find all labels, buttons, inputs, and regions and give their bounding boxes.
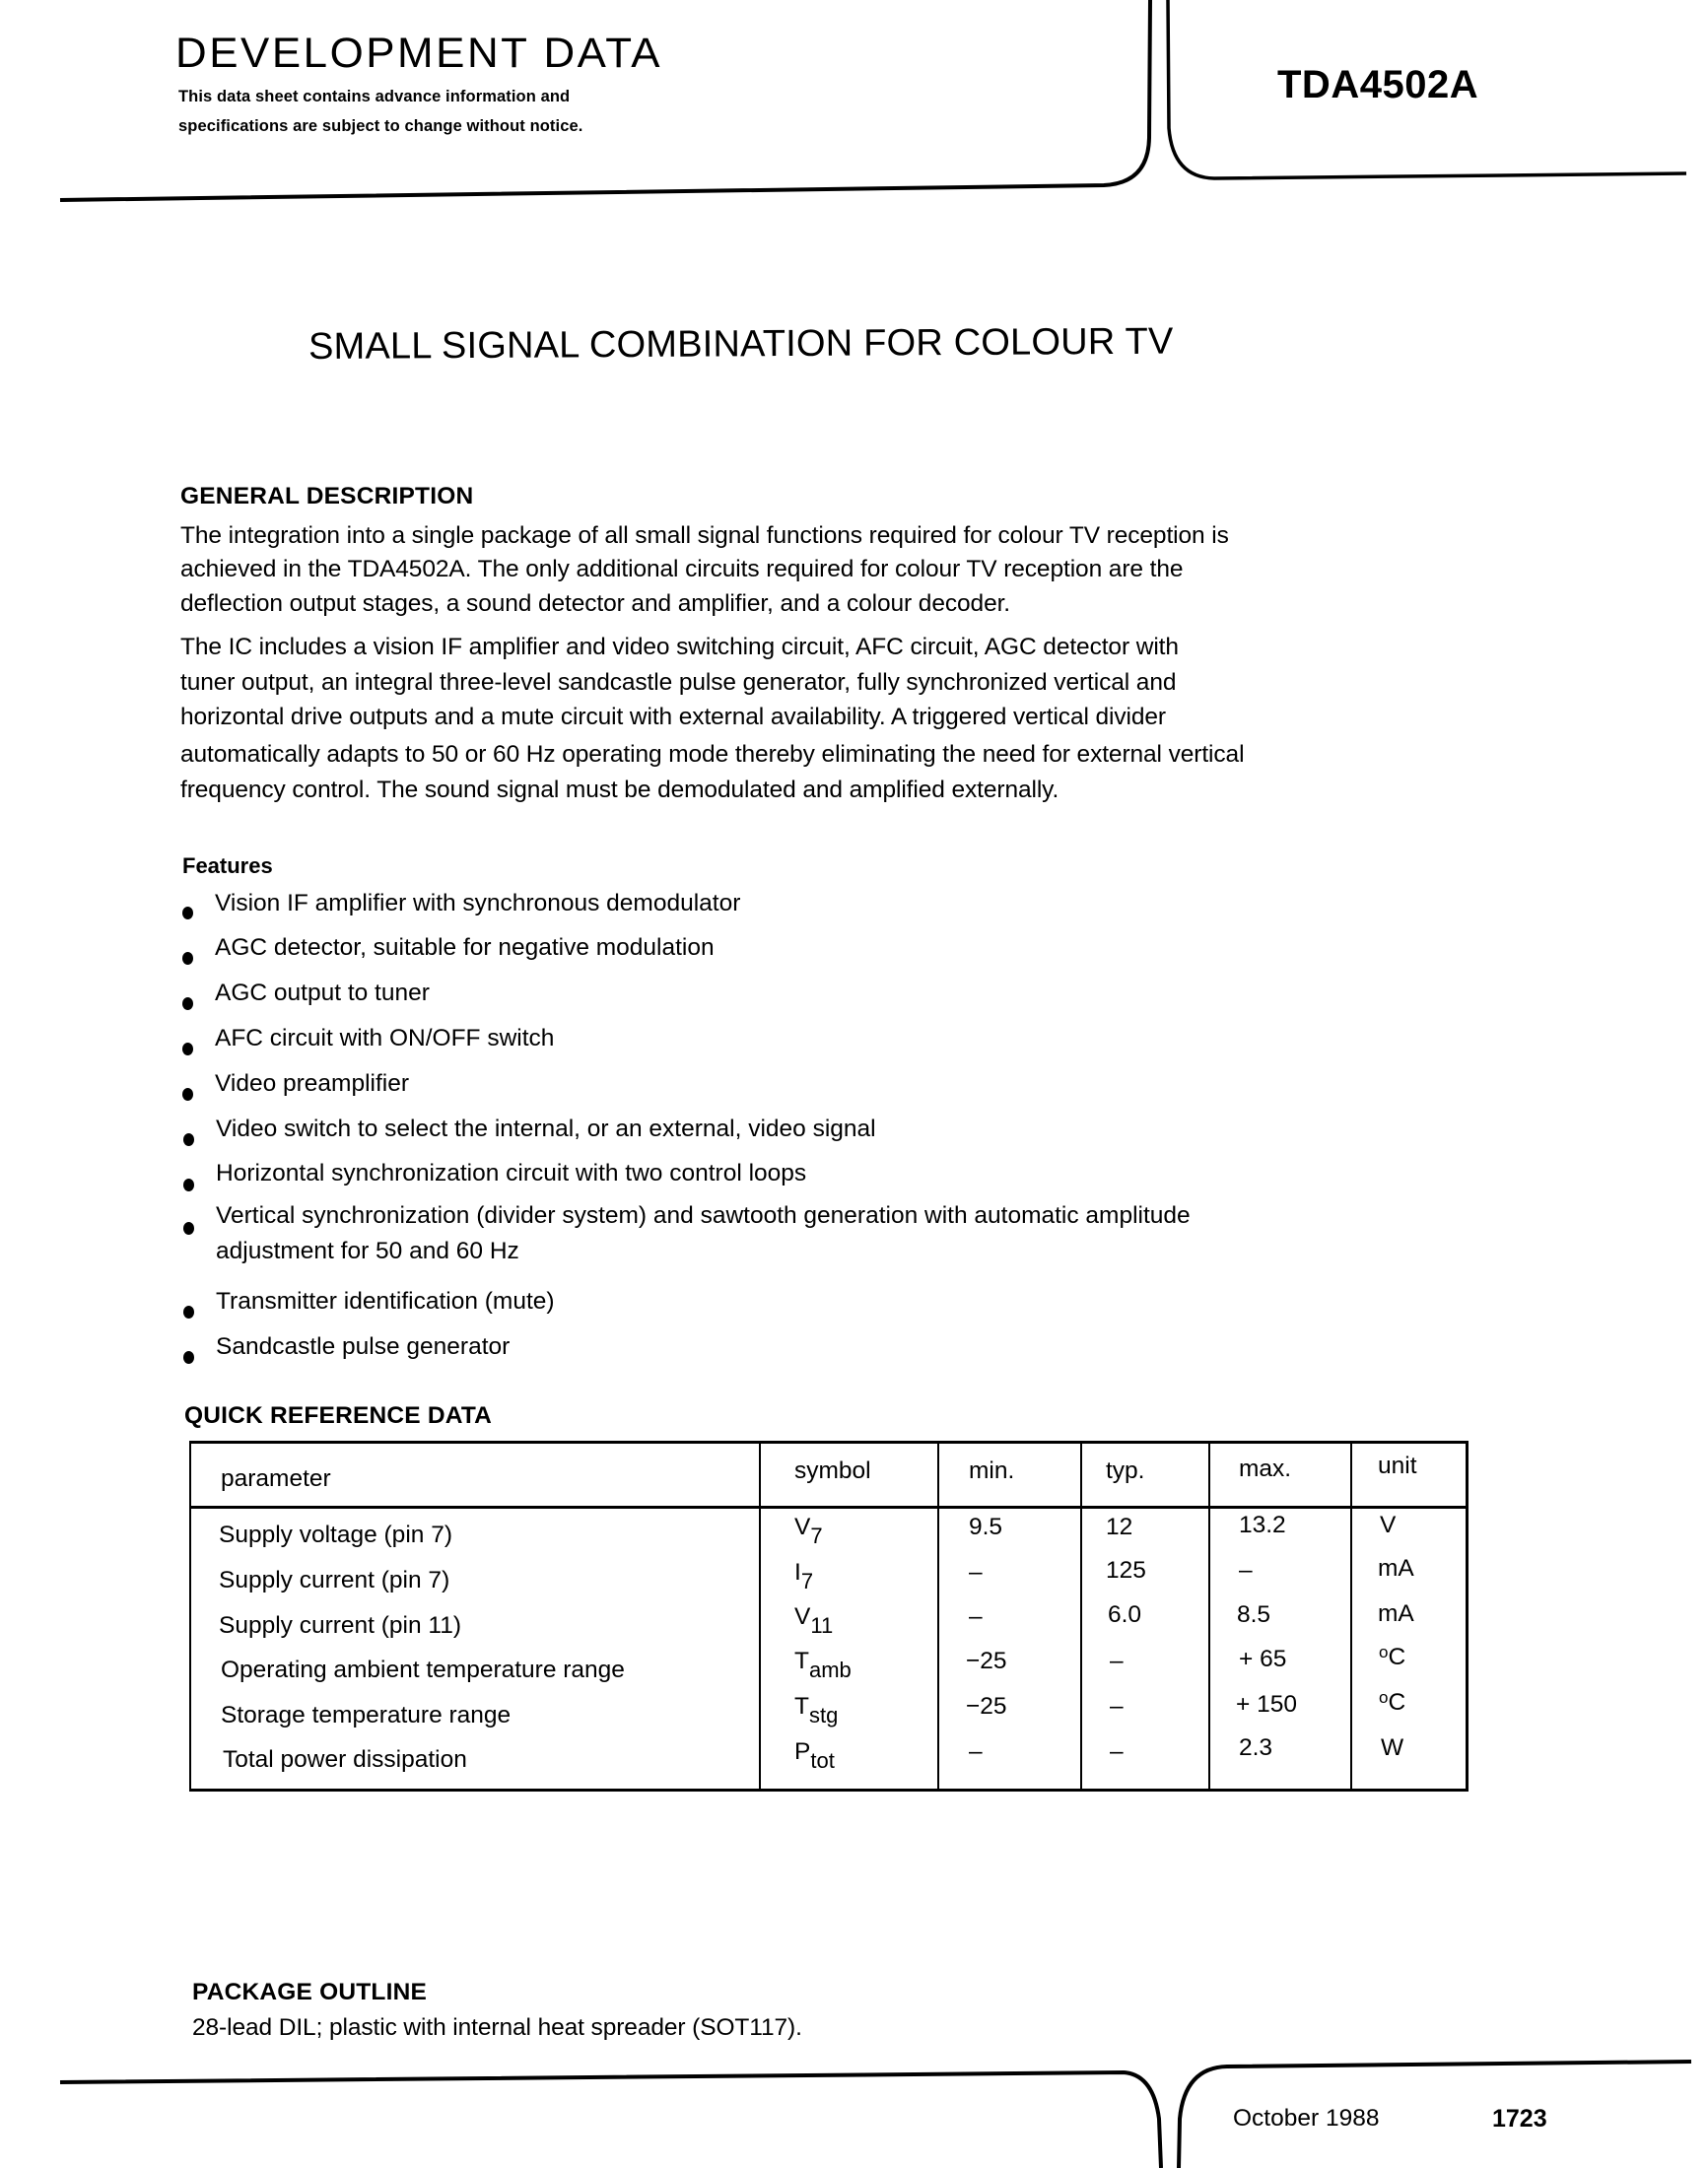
- table-header-separator: [189, 1506, 1468, 1509]
- table-border-left: [189, 1441, 191, 1792]
- cell-typ: 12: [1106, 1514, 1133, 1540]
- quick-reference-heading: QUICK REFERENCE DATA: [184, 1402, 493, 1429]
- cell-symbol: $P_{tot}$: [794, 1738, 835, 1773]
- table-col-divider: [1350, 1441, 1352, 1792]
- table-col-divider: [1208, 1441, 1210, 1792]
- cell-unit: mA: [1378, 1555, 1414, 1582]
- bullet-icon: [183, 1222, 194, 1235]
- cell-parameter: Supply current (pin 7): [219, 1567, 450, 1593]
- description-paragraph-2-line-1: The IC includes a vision IF amplifier and video switching circuit, AFC circuit, AGC detector with: [180, 634, 1179, 660]
- feature-text: AGC detector, suitable for negative modulation: [215, 934, 715, 961]
- feature-text: Vision IF amplifier with synchronous demodulator: [215, 890, 741, 916]
- package-outline-heading: PACKAGE OUTLINE: [192, 1979, 428, 2005]
- bullet-icon: [183, 1351, 194, 1364]
- cell-parameter: Supply current (pin 11): [219, 1612, 462, 1639]
- cell-max: 2.3: [1239, 1734, 1273, 1761]
- cell-min: –: [969, 1738, 983, 1765]
- feature-text: Transmitter identification (mute): [216, 1288, 555, 1315]
- description-paragraph-1-line-1: The integration into a single package of all small signal functions required for colour TV reception is: [180, 522, 1229, 549]
- column-header-unit: unit: [1378, 1453, 1417, 1479]
- general-description-heading: GENERAL DESCRIPTION: [180, 483, 474, 509]
- cell-max: –: [1239, 1557, 1253, 1584]
- document-title: SMALL SIGNAL COMBINATION FOR COLOUR TV: [307, 320, 1174, 368]
- cell-typ: –: [1110, 1693, 1124, 1720]
- cell-min: –: [969, 1559, 983, 1586]
- bullet-icon: [183, 1306, 194, 1319]
- feature-text: Horizontal synchronization circuit with two control loops: [216, 1160, 807, 1186]
- cell-symbol: $T_{stg}$: [794, 1693, 839, 1728]
- description-paragraph-2-line-4: automatically adapts to 50 or 60 Hz operating mode thereby eliminating the need for external vertical: [180, 741, 1245, 768]
- table-border-bottom: [189, 1789, 1468, 1792]
- feature-text: AGC output to tuner: [215, 980, 430, 1006]
- cell-typ: –: [1110, 1648, 1124, 1674]
- feature-text: Video preamplifier: [215, 1070, 410, 1097]
- cell-parameter: Storage temperature range: [221, 1702, 512, 1728]
- description-paragraph-1-line-2: achieved in the TDA4502A. The only additional circuits required for colour TV reception are the: [180, 556, 1184, 582]
- bullet-icon: [183, 1179, 194, 1191]
- cell-min: –: [969, 1603, 983, 1630]
- footer-date: October 1988: [1233, 2105, 1380, 2132]
- advance-info-note-line2: specifications are subject to change without notice.: [178, 117, 583, 135]
- cell-max: + 65: [1239, 1646, 1287, 1672]
- description-paragraph-2-line-2: tuner output, an integral three-level sandcastle pulse generator, fully synchronized vertical and: [180, 669, 1177, 696]
- cell-unit: $^o$C: [1379, 1688, 1406, 1716]
- cell-typ: –: [1110, 1738, 1124, 1765]
- cell-min: 9.5: [969, 1514, 1003, 1540]
- cell-symbol: $I_7$: [794, 1559, 814, 1593]
- bullet-icon: [182, 907, 193, 919]
- cell-unit: W: [1381, 1734, 1404, 1761]
- cell-max: 13.2: [1239, 1512, 1286, 1538]
- bullet-icon: [182, 952, 193, 965]
- table-col-divider: [1080, 1441, 1082, 1792]
- feature-text: AFC circuit with ON/OFF switch: [215, 1025, 555, 1051]
- cell-parameter: Total power dissipation: [223, 1746, 467, 1773]
- part-number: TDA4502A: [1277, 63, 1479, 106]
- bullet-icon: [183, 1133, 194, 1146]
- cell-symbol: $T_{amb}$: [794, 1648, 852, 1682]
- features-heading: Features: [182, 853, 273, 878]
- cell-typ: 125: [1106, 1557, 1146, 1584]
- package-outline-text: 28-lead DIL; plastic with internal heat spreader (SOT117).: [192, 2014, 802, 2041]
- table-col-divider: [759, 1441, 761, 1792]
- bullet-icon: [182, 1088, 193, 1101]
- development-data-title: DEVELOPMENT DATA: [175, 30, 663, 77]
- feature-text-continuation: adjustment for 50 and 60 Hz: [216, 1238, 519, 1264]
- cell-typ: 6.0: [1108, 1601, 1142, 1628]
- cell-min: −25: [966, 1693, 1007, 1720]
- cell-symbol: $V_{11}$: [794, 1603, 834, 1638]
- cell-parameter: Supply voltage (pin 7): [219, 1522, 452, 1548]
- column-header-max: max.: [1239, 1456, 1292, 1482]
- bullet-icon: [182, 1043, 193, 1055]
- footer-rule-left: [60, 2072, 1161, 2168]
- feature-text: Video switch to select the internal, or an external, video signal: [216, 1116, 876, 1142]
- description-paragraph-1-line-3: deflection output stages, a sound detector and amplifier, and a colour decoder.: [180, 590, 1011, 617]
- cell-unit: $^o$C: [1379, 1643, 1406, 1670]
- table-col-divider: [937, 1441, 939, 1792]
- column-header-parameter: parameter: [221, 1465, 331, 1492]
- footer-page-number: 1723: [1492, 2105, 1547, 2133]
- cell-unit: mA: [1378, 1600, 1414, 1627]
- cell-max: + 150: [1236, 1691, 1297, 1718]
- column-header-min: min.: [969, 1457, 1015, 1484]
- description-paragraph-2-line-3: horizontal drive outputs and a mute circuit with external availability. A triggered vertical divider: [180, 704, 1166, 730]
- cell-symbol: $V_7$: [794, 1514, 823, 1548]
- description-paragraph-2-line-5: frequency control. The sound signal must be demodulated and amplified externally.: [180, 777, 1059, 803]
- bullet-icon: [182, 997, 193, 1010]
- cell-parameter: Operating ambient temperature range: [221, 1657, 625, 1683]
- feature-text: Sandcastle pulse generator: [216, 1333, 511, 1360]
- cell-unit: V: [1380, 1512, 1397, 1538]
- cell-min: −25: [966, 1648, 1007, 1674]
- advance-info-note-line1: This data sheet contains advance information and: [178, 88, 571, 105]
- column-header-symbol: symbol: [794, 1457, 871, 1484]
- column-header-typ: typ.: [1106, 1457, 1145, 1484]
- feature-text: Vertical synchronization (divider system) and sawtooth generation with automatic amplitude: [216, 1202, 1191, 1229]
- cell-max: 8.5: [1237, 1601, 1271, 1628]
- table-border-top: [189, 1441, 1468, 1444]
- table-border-right: [1466, 1441, 1469, 1792]
